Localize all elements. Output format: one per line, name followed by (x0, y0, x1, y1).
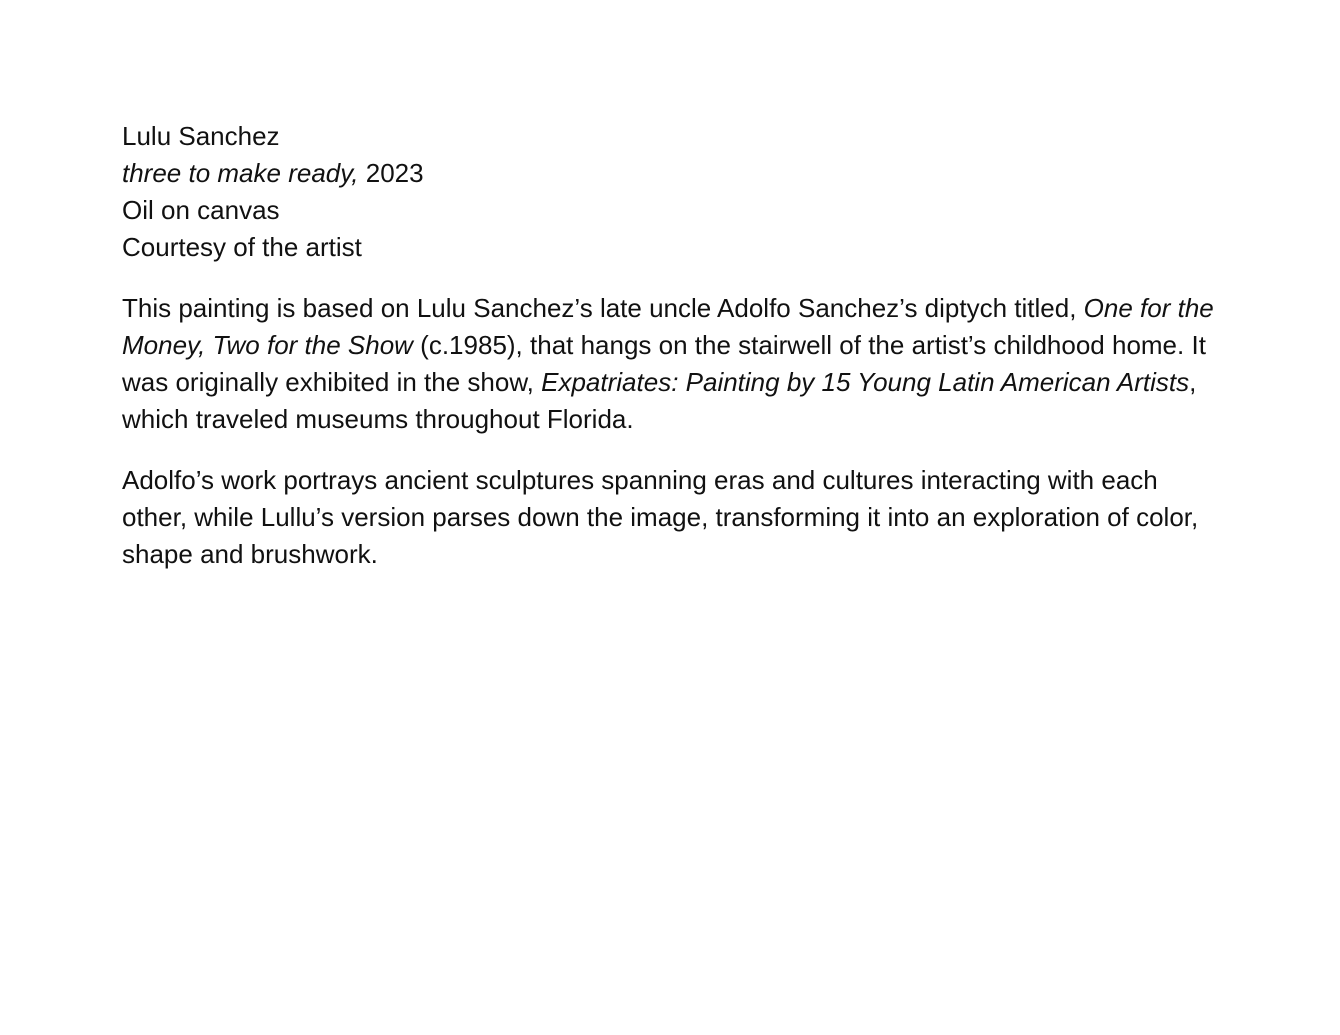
description-paragraph-1 (122, 290, 1227, 438)
paragraph-1-text-1: This painting is based on Lulu Sanchez’s late uncle Adolfo Sanchez’s diptych titled, (122, 293, 1084, 323)
artwork-year: 2023 (365, 158, 424, 188)
label-header (122, 118, 1227, 266)
exhibition-title: Expatriates: Painting by 15 Young Latin American Artists (541, 367, 1190, 397)
wall-label (122, 118, 1227, 573)
paragraph-1-text-3: , which traveled museums throughout Florida. (122, 367, 1197, 434)
artist-name: Lulu Sanchez (122, 121, 280, 151)
description-paragraph-2: Adolfo’s work portrays ancient sculptures spanning eras and cultures interacting with each other, while Lullu’s version parses down the image, transforming it into an exploration of color, shape and brushwork. (122, 465, 1199, 569)
artwork-title: three to make ready, (122, 158, 359, 188)
artwork-medium: Oil on canvas (122, 195, 280, 225)
paragraph-1-text-2: (c.1985), that hangs on the stairwell of the artist’s childhood home. It was originally exhibited in the show, (122, 330, 1206, 397)
artwork-credit: Courtesy of the artist (122, 232, 362, 262)
artwork-title-line (122, 155, 1227, 192)
diptych-title: One for the Money, Two for the Show (122, 293, 1214, 360)
